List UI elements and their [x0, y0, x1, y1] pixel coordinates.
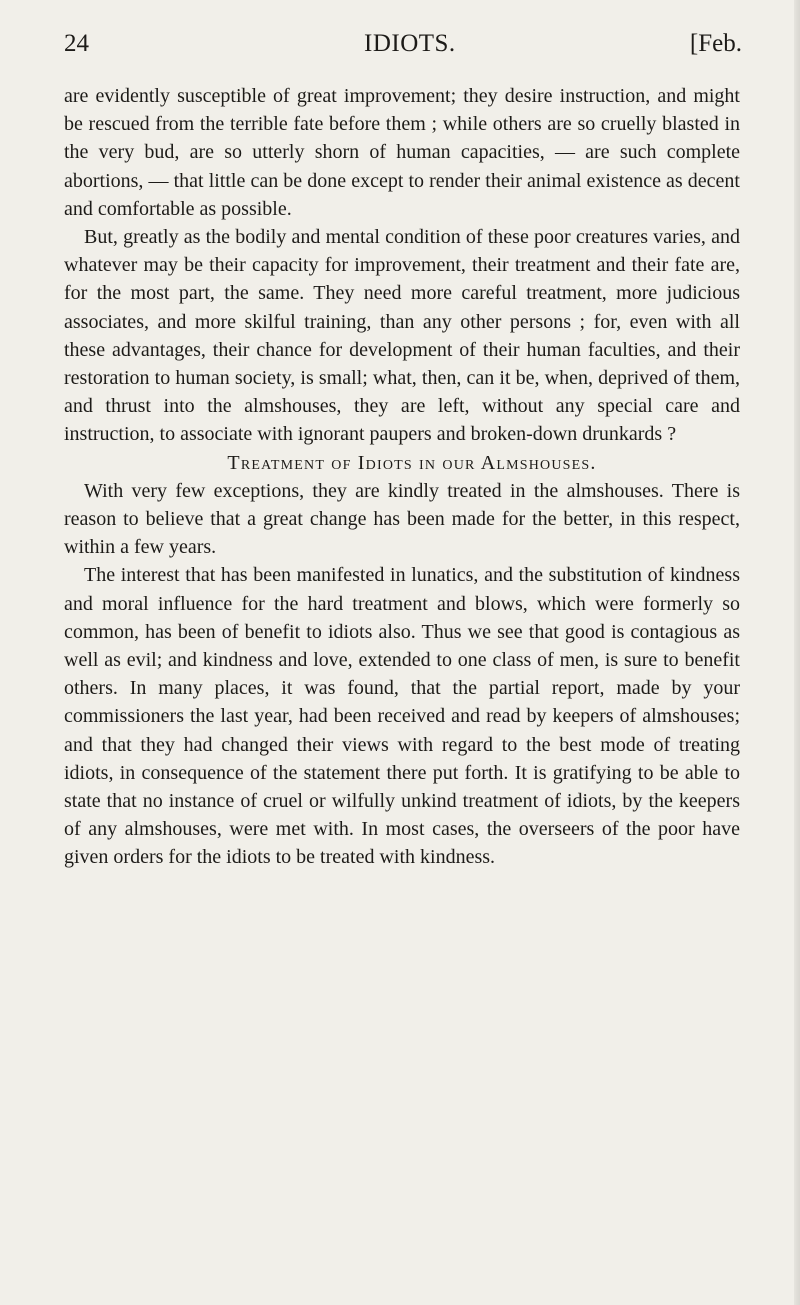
section-heading: Treatment of Idiots in our Almshouses.: [227, 451, 597, 474]
body-text: [64, 82, 740, 872]
page-edge: [794, 0, 800, 1305]
paragraph: are evidently susceptible of great improvement; they desire instruction, and might be rescued from the terrible fate before them ; while others are so cruelly blasted in the very bud, are so utterly shorn of human capacities, — are such complete abortions, — that little can be done except to render their animal existence as decent and comfortable as possible.: [64, 85, 740, 220]
running-title: IDIOTS.: [364, 30, 456, 57]
running-date: [Feb.: [689, 30, 742, 57]
paragraph: With very few exceptions, they are kindly treated in the almshouses. There is reason to believe that a great change has been made for the better, in this respect, within a few years.: [64, 479, 740, 559]
running-head: [64, 30, 742, 64]
paragraph: But, greatly as the bodily and mental condition of these poor creatures varies, and whatever may be their capacity for improvement, their treatment and their fate are, for the most part, the same. They need more careful treatment, more judicious associates, and more skilful training, than any other persons ; for, even with all these advantages, their chance for development of their human faculties, and their restoration to human society, is small; what, then, can it be, when, deprived of them, and thrust into the almshouses, they are left, without any special care and instruction, to associate with ignorant paupers and broken-down drunkards ?: [64, 226, 740, 446]
paragraph: The interest that has been manifested in lunatics, and the substitution of kindness and moral influence for the hard treatment and blows, which were formerly so common, has been of benefit to idiots also. Thus we see that good is contagious as well as evil; and kindness and love, extended to one class of men, is sure to benefit others. In many places, it was found, that the partial report, made by your commissioners the last year, had been received and read by keepers of almshouses; and that they had changed their views with regard to the best mode of treating idiots, in consequence of the statement there put forth. It is gratifying to be able to state that no instance of cruel or wilfully unkind treatment of idiots, by the keepers of any almshouses, were met with. In most cases, the overseers of the poor have given orders for the idiots to be treated with kindness.: [64, 564, 740, 869]
page-number: 24: [64, 30, 89, 57]
